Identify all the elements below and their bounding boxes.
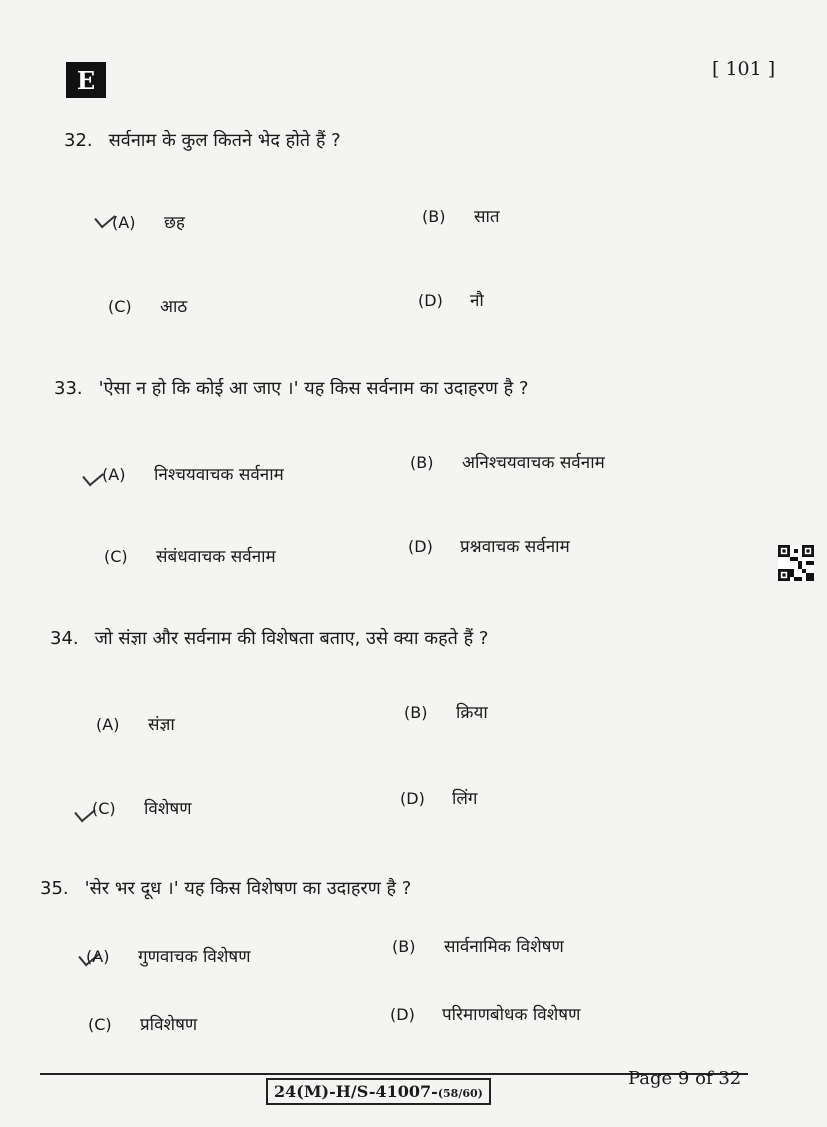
- footer-code-suffix: (58/60): [437, 1087, 483, 1100]
- option-letter: (B): [392, 937, 416, 956]
- option-text: प्रश्नवाचक सर्वनाम: [460, 537, 570, 557]
- option-b: [392, 934, 564, 957]
- option-text: गुणवाचक विशेषण: [138, 947, 251, 967]
- option-text: सात: [474, 207, 500, 227]
- question-number: 34.: [50, 628, 79, 649]
- option-letter: (C): [108, 297, 132, 316]
- option-c: [104, 544, 276, 567]
- option-a: [86, 944, 251, 967]
- question-number: 35.: [40, 878, 69, 899]
- option-d: [418, 288, 484, 311]
- option-text: लिंग: [452, 789, 478, 809]
- option-text: नौ: [470, 291, 484, 311]
- option-c: [88, 1012, 197, 1035]
- question-text: 'सेर भर दूध ।' यह किस विशेषण का उदाहरण है ?: [84, 878, 412, 899]
- option-a: [112, 210, 185, 233]
- option-text: संबंधवाचक सर्वनाम: [156, 547, 276, 567]
- option-letter: (C): [104, 547, 128, 566]
- option-letter: (D): [400, 789, 425, 808]
- option-letter: (B): [410, 453, 434, 472]
- question-34: [50, 626, 488, 650]
- option-text: परिमाणबोधक विशेषण: [442, 1005, 581, 1025]
- question-text: 'ऐसा न हो कि कोई आ जाए ।' यह किस सर्वनाम का उदाहरण है ?: [98, 378, 529, 399]
- option-letter: (C): [92, 799, 116, 818]
- option-letter: (B): [404, 703, 428, 722]
- question-32: [64, 128, 341, 152]
- option-letter: (D): [390, 1005, 415, 1024]
- option-a: [102, 462, 284, 485]
- question-text: सर्वनाम के कुल कितने भेद होते हैं ?: [108, 130, 341, 151]
- qr-code-icon: [778, 545, 814, 581]
- paper-code: [ 101 ]: [712, 58, 776, 80]
- option-b: [410, 450, 605, 473]
- tick-mark-icon: [82, 466, 104, 487]
- section-badge: E: [66, 62, 106, 98]
- option-d: [400, 786, 478, 809]
- option-letter: (D): [418, 291, 443, 310]
- question-text: जो संज्ञा और सर्वनाम की विशेषता बताए, उसे क्या कहते हैं ?: [94, 628, 489, 649]
- option-text: प्रविशेषण: [140, 1015, 198, 1035]
- option-text: आठ: [160, 297, 188, 317]
- footer-paper-code: [266, 1078, 491, 1105]
- option-text: क्रिया: [456, 703, 488, 723]
- option-c: [108, 294, 187, 317]
- option-b: [404, 700, 488, 723]
- option-letter: (B): [422, 207, 446, 226]
- option-text: विशेषण: [144, 799, 192, 819]
- option-d: [408, 534, 570, 557]
- option-text: अनिश्चयवाचक सर्वनाम: [462, 453, 605, 473]
- option-letter: (C): [88, 1015, 112, 1034]
- question-number: 32.: [64, 130, 93, 151]
- option-text: छह: [164, 213, 185, 233]
- option-letter: (A): [112, 213, 136, 232]
- option-text: संज्ञा: [148, 715, 175, 735]
- footer-code-main: 24(M)-H/S-41007-: [274, 1082, 438, 1101]
- option-letter: (D): [408, 537, 433, 556]
- option-letter: (A): [86, 947, 110, 966]
- option-a: [96, 712, 175, 735]
- question-33: [54, 376, 529, 400]
- page-number: Page 9 of 32: [628, 1068, 742, 1089]
- option-b: [422, 204, 500, 227]
- option-d: [390, 1002, 580, 1025]
- option-text: निश्चयवाचक सर्वनाम: [154, 465, 284, 485]
- question-number: 33.: [54, 378, 83, 399]
- option-letter: (A): [96, 715, 120, 734]
- option-letter: (A): [102, 465, 126, 484]
- question-35: [40, 876, 411, 900]
- option-text: सार्वनामिक विशेषण: [444, 937, 564, 957]
- option-c: [92, 796, 192, 819]
